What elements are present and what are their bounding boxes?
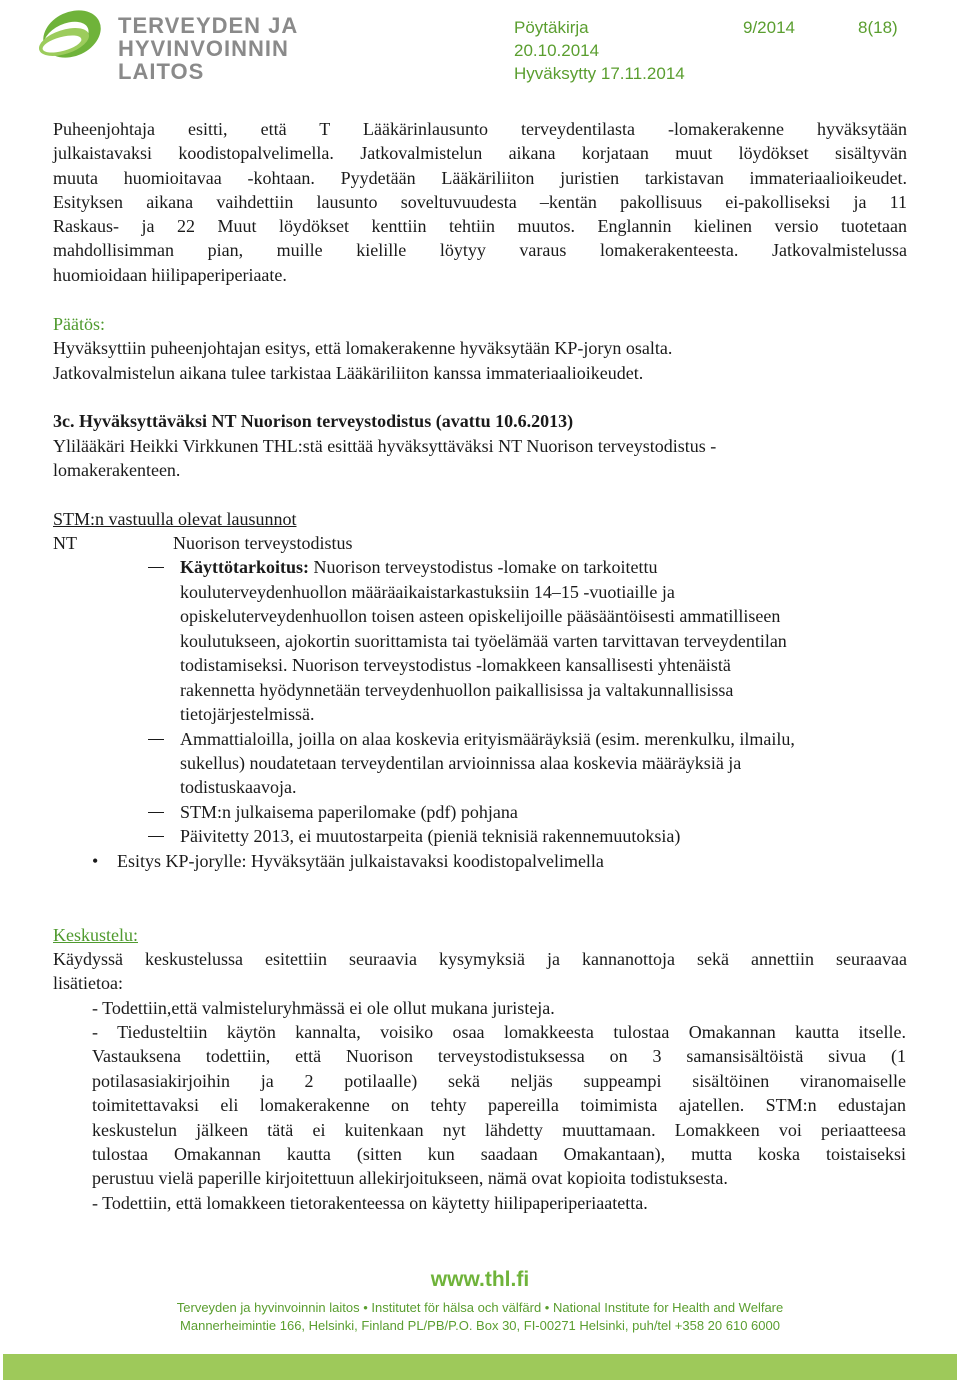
discussion-line: tulostaa Omakannan kautta (sitten kun saadaan Omakantaan), mutta koska toistaiseksi	[92, 1144, 906, 1164]
decision-label: Päätös:	[53, 314, 105, 334]
logo-line1: TERVEYDEN JA	[118, 13, 299, 38]
purpose-line: koulutukseen, ajokortin suorittamista tai työelämää varten tarvittavan terveydentilan	[180, 631, 787, 651]
stm-name: Nuorison terveystodistus	[173, 533, 353, 553]
bullet-icon: •	[92, 851, 99, 871]
footer-bar	[3, 1354, 957, 1380]
doc-number: 9/2014	[743, 18, 795, 37]
thl-logo-icon	[28, 4, 108, 64]
decision-line: Hyväksyttiin puheenjohtajan esitys, että lomakerakenne hyväksytään KP-joryn osalta.	[53, 338, 673, 358]
dash-icon	[148, 836, 164, 837]
doc-date: 20.10.2014	[514, 41, 600, 60]
purpose-text: Nuorison terveystodistus -lomake on tarkoitettu	[309, 557, 658, 577]
section-heading: 3c. Hyväksyttäväksi NT Nuorison terveystodistus (avattu 10.6.2013)	[53, 411, 574, 431]
item2-line: sukellus) noudatetaan terveydentilan arvioinnissa alaa koskevia määräyksiä ja	[180, 753, 742, 773]
dash-icon	[148, 812, 164, 813]
doc-approved: Hyväksytty 17.11.2014	[514, 64, 685, 83]
item2-line: todistuskaavoja.	[180, 777, 297, 797]
decision-line: Jatkovalmistelun aikana tulee tarkistaa Lääkäriliiton kanssa immateriaalioikeudet.	[53, 363, 644, 383]
page-number: 8(18)	[858, 18, 898, 37]
discussion-line: potilasasiakirjoihin ja 2 potilaalle) sekä neljäs suppeampi sisältöinen viranomaiselle	[92, 1071, 906, 1091]
discussion-line: toimitettavaksi eli lomakerakenne on tehty papereilla toimimista ajatellen. STM:n edustajan	[92, 1095, 906, 1115]
footer-web[interactable]: www.thl.fi	[430, 1268, 530, 1291]
discussion-line: - Todettiin,että valmisteluryhmässä ei ole ollut mukana juristeja.	[92, 998, 555, 1018]
section-line: Ylilääkäri Heikki Virkkunen THL:stä esittää hyväksyttäväksi NT Nuorison terveystodistus -	[53, 436, 717, 456]
section-line: lomakerakenteen.	[53, 460, 181, 480]
discussion-line: - Todettiin, että lomakkeen tietorakenteessa on käytetty hiilipaperiperiaatetta.	[92, 1193, 648, 1213]
discussion-label: Keskustelu:	[53, 925, 138, 945]
item3-line: STM:n julkaisema paperilomake (pdf) pohjana	[180, 802, 518, 822]
purpose-line: opiskeluterveydenhuollon toisen asteen opiskelijoille pääsääntöisesti ammatilliseen	[180, 606, 781, 626]
purpose-line: kouluterveydenhuollon määräaikaistarkastuksiin 14–15 -vuotiaille ja	[180, 582, 675, 602]
bullet-text: Esitys KP-jorylle: Hyväksytään julkaistavaksi koodistopalvelimella	[117, 851, 604, 871]
dash-icon	[148, 567, 164, 568]
footer-line2: Mannerheimintie 166, Helsinki, Finland PL/PB/P.O. Box 30, FI-00271 Helsinki, puh/tel +358 20 610 6000	[180, 1318, 780, 1333]
purpose-line	[180, 555, 657, 579]
intro-line: Raskaus- ja 22 Muut löydökset kenttiin tehtiin muutos. Englannin kielinen versio tuotetaan	[53, 216, 907, 236]
thl-logo	[28, 4, 378, 84]
intro-line: huomioidaan hiilipaperiperiaate.	[53, 265, 287, 285]
intro-line: Puheenjohtaja esitti, että T Lääkärinlausunto terveydentilasta -lomakerakenne hyväksytään	[53, 119, 907, 139]
item4-line: Päivitetty 2013, ei muutostarpeita (pieniä teknisiä rakennemuutoksia)	[180, 826, 681, 846]
item2-line: Ammattialoilla, joilla on alaa koskevia erityismääräyksiä (esim. merenkulku, ilmailu,	[180, 729, 795, 749]
logo-line2: HYVINVOINNIN LAITOS	[118, 36, 289, 84]
discussion-intro-line: lisätietoa:	[53, 973, 123, 993]
discussion-intro-line: Käydyssä keskustelussa esitettiin seuraavia kysymyksiä ja kannanottoja sekä annettiin seuraavaa	[53, 949, 907, 969]
intro-line: Esityksen aikana vaihdettiin lausunto soveltuvuudesta –kentän pakollisuus ei-pakolliseksi ja 11	[53, 192, 907, 212]
discussion-line: perustuu vielä paperille kirjoitettuun allekirjoitukseen, nämä ovat kopioita todistuksesta.	[92, 1168, 728, 1188]
purpose-label: Käyttötarkoitus:	[180, 557, 309, 577]
footer-line1: Terveyden ja hyvinvoinnin laitos • Institutet för hälsa och välfärd • National Institute for Health and Welfare	[176, 1300, 784, 1315]
purpose-line: tietojärjestelmissä.	[180, 704, 315, 724]
discussion-line: keskustelun jälkeen tätä ei kuitenkaan nyt lähdetty muuttamaan. Lomakkeen voi periaatteesa	[92, 1120, 906, 1140]
purpose-line: todistamiseksi. Nuorison terveystodistus -lomakkeen kansallisesti yhtenäistä	[180, 655, 731, 675]
discussion-line: Vastauksena todettiin, että Nuorison terveystodistuksessa on 3 samansisältöistä sivua (1	[92, 1046, 906, 1066]
doc-type: Pöytäkirja	[514, 18, 589, 37]
dash-icon	[148, 739, 164, 740]
intro-line: julkaistavaksi koodistopalvelimella. Jatkovalmistelun aikana korjataan muut löydökset sisältyvän	[53, 143, 907, 163]
intro-line: muuta huomioitavaa -kohtaan. Pyydetään Lääkäriliiton juristien tarkistavan immateriaalioikeudet.	[53, 168, 907, 188]
stm-code: NT	[53, 533, 77, 553]
purpose-line: rakennetta hyödynnetään terveydenhuollon paikallisissa ja valtakunnallisissa	[180, 680, 734, 700]
discussion-line: - Tiedusteltiin käytön kannalta, voisiko osaa lomakkeesta tulostaa Omakannan kautta itselle.	[92, 1022, 906, 1042]
stm-title: STM:n vastuulla olevat lausunnot	[53, 509, 297, 529]
intro-line: mahdollisimman pian, muille kielille löytyy varaus lomakerakenteesta. Jatkovalmistelussa	[53, 240, 907, 260]
